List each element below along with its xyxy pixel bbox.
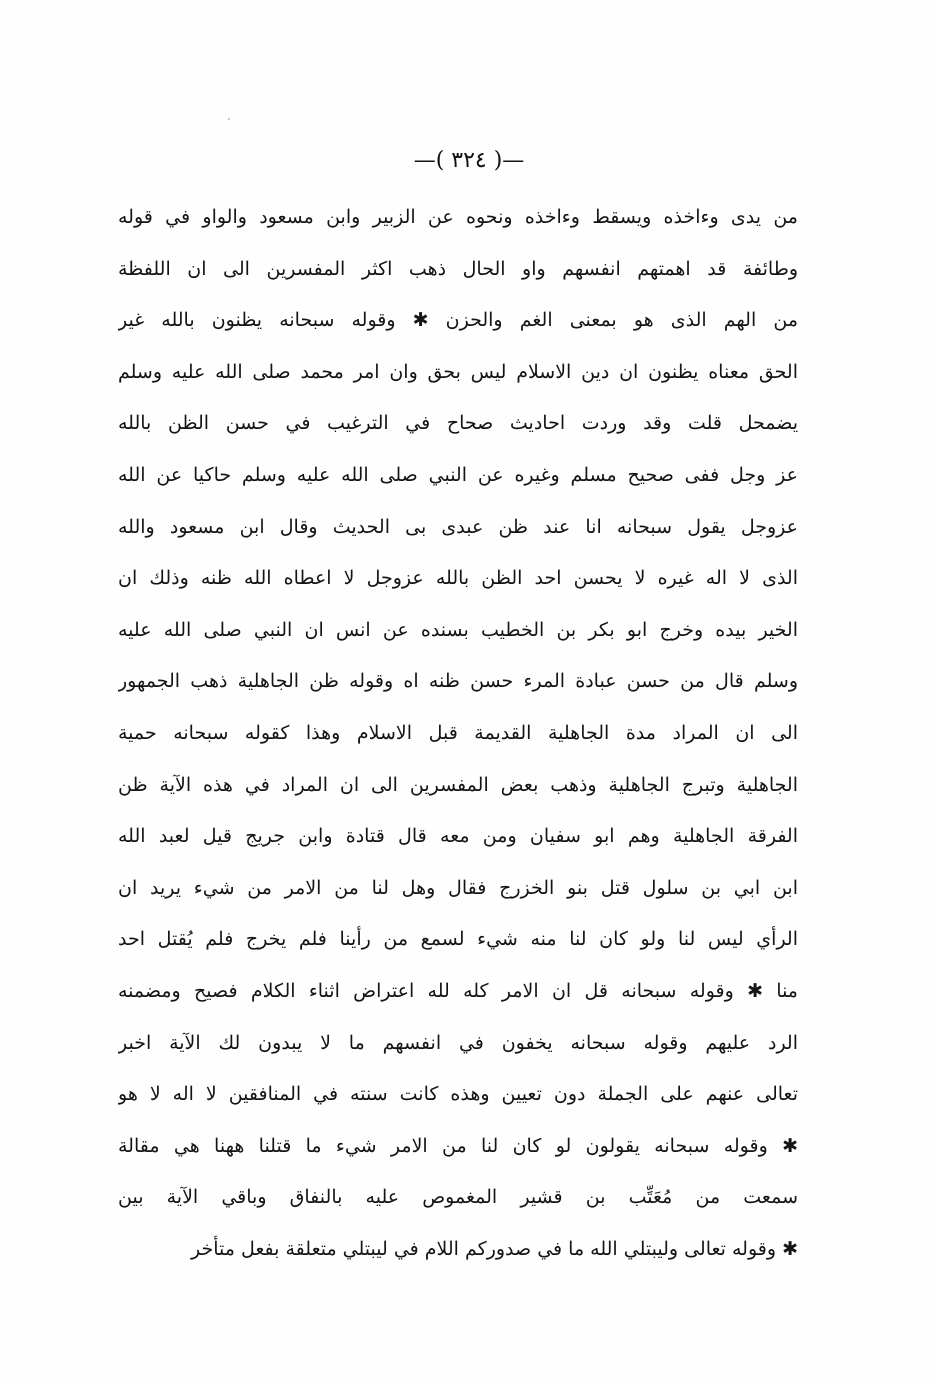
- text-line-19: ✱ وقوله سبحانه يقولون لو كان لنا من الامر شيء ما قتلنا ههنا هي مقالة: [118, 1134, 798, 1157]
- text-line-6: عز وجل ففى صحيح مسلم وغيره عن النبي صلى الله عليه وسلم حاكيا عن الله: [118, 463, 798, 486]
- text-line-7: عزوجل يقول سبحانه انا عند ظن عبدى بى الحديث وقال ابن مسعود والله: [118, 515, 798, 538]
- body-text: [118, 192, 798, 1275]
- text-line-12: الجاهلية وتبرج الجاهلية وذهب بعض المفسرين الى ان المراد في هذه الآية ظن: [118, 773, 798, 796]
- text-line-21: ✱ وقوله تعالى وليبتلي الله ما في صدوركم اللام في ليبتلي متعلقة بفعل متأخر: [191, 1237, 798, 1260]
- text-line-20: سمعت من مُعَتِّب بن قشير المغموص عليه بالنفاق وباقي الآية بين: [118, 1186, 798, 1209]
- paper-speck: [228, 118, 230, 120]
- text-line-9: الخير بيده وخرج ابو بكر بن الخطيب بسنده عن انس ان النبي صلى الله عليه: [118, 618, 798, 641]
- text-line-3: من الهم الذى هو بمعنى الغم والحزن ✱ وقوله سبحانه يظنون بالله غير: [118, 309, 798, 332]
- text-line-10: وسلم قال من حسن عبادة المرء حسن ظنه اه وقوله ظن الجاهلية ذهب الجمهور: [118, 670, 798, 693]
- text-line-16: منا ✱ وقوله سبحانه قل ان الامر كله لله اعتراض اثناء الكلام فصيح ومضمنه: [118, 979, 798, 1002]
- text-line-13: الفرقة الجاهلية وهم ابو سفيان ومن معه قال قتادة وابن جريج قيل لعبد الله: [118, 825, 798, 848]
- text-line-18: تعالى عنهم على الجملة دون تعيين وهذه كانت سنته في المنافقين لا اله لا هو: [118, 1083, 798, 1106]
- text-line-8: الذى لا اله غيره لا يحسن احد الظن بالله عزوجل لا اعطاه الله ظنه وذلك ان: [118, 567, 798, 590]
- text-line-14: ابن ابي بن سلول قتل بنو الخزرج فقال وهل لنا من الامر من شيء يريد ان: [118, 876, 798, 899]
- text-line-5: يضمحل قلت وقد وردت احاديث صحاح في الترغيب في حسن الظن بالله: [118, 412, 798, 435]
- text-line-15: الرأي ليس لنا ولو كان لنا منه شيء لسمع من رأينا فلم يخرج فلم يُقتل احد: [118, 928, 798, 951]
- text-line-17: الرد عليهم وقوله سبحانه يخفون في انفسهم ما لا يبدون لك الآية اخبر: [118, 1031, 798, 1054]
- text-line-1: من يدى وءاخذه ويسقط وءاخذه ونحوه عن الزبير وابن مسعود والواو في قوله: [118, 206, 798, 228]
- page-number: —( ٣٢٤ )—: [413, 148, 525, 173]
- text-line-4: الحق معناه يظنون ان دين الاسلام ليس بحق وان امر محمد صلى الله عليه وسلم: [118, 360, 798, 383]
- text-line-2: وطائفة قد اهمتهم انفسهم واو الحال ذهب اكثر المفسرين الى ان اللفظة: [118, 257, 798, 280]
- text-line-11: الى ان المراد مدة الجاهلية القديمة قبل الاسلام وهذا كقوله سبحانه حمية: [118, 721, 798, 744]
